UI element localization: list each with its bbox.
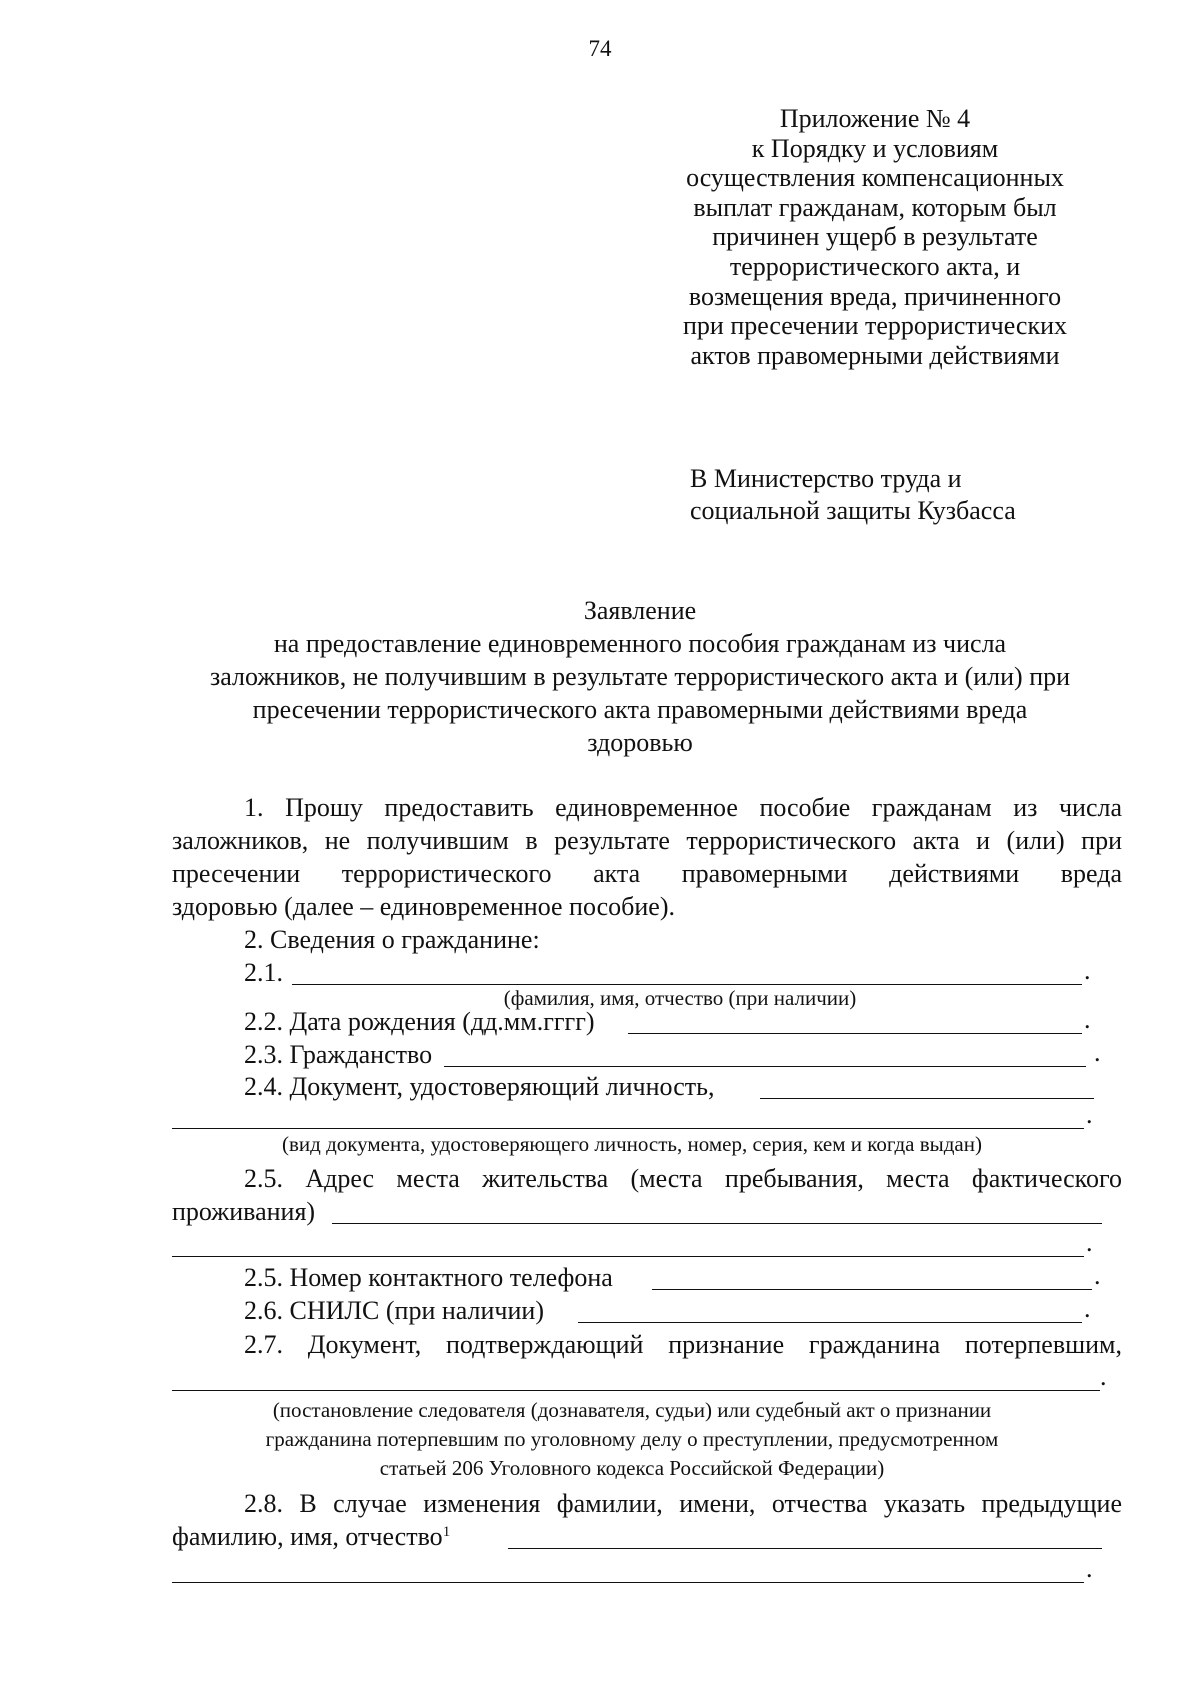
section-2-label: 2. Сведения о гражданине:: [244, 925, 540, 954]
period: .: [1094, 1038, 1101, 1067]
field-2-4-line-a[interactable]: [760, 1098, 1094, 1099]
field-2-5-phone-line[interactable]: [652, 1289, 1092, 1290]
period: .: [1086, 1554, 1093, 1583]
field-2-1-line[interactable]: [292, 984, 1082, 985]
section-2-heading: [172, 923, 1122, 956]
appendix-line: Приложение № 4: [779, 104, 971, 133]
field-2-8-label-line1: 2.8. В случае изменения фамилии, имени, отчества указать предыдущие: [244, 1489, 1122, 1518]
field-2-7: [172, 1328, 1122, 1361]
field-2-2-line[interactable]: [628, 1033, 1082, 1034]
addressee-line: социальной защиты Кузбасса: [690, 496, 1016, 525]
appendix-line: террористического акта, и: [729, 251, 1021, 281]
field-2-5-phone-label: 2.5. Номер контактного телефона: [244, 1263, 613, 1292]
paragraph-1: [172, 791, 1122, 923]
field-2-5-address-line1: 2.5. Адрес места жительства (места пребывания, места фактического: [244, 1164, 1122, 1193]
field-2-4-caption: (вид документа, удостоверяющего личность, номер, серия, кем и когда выдан): [281, 1132, 982, 1156]
field-2-6-label: 2.6. СНИЛС (при наличии): [244, 1296, 544, 1325]
appendix-line: выплат гражданам, которым был: [693, 192, 1057, 222]
addressee: [690, 463, 1016, 527]
p1-line: 1. Прошу предоставить единовременное пособие гражданам из числа: [244, 793, 1122, 822]
field-2-7-caption-line: (постановление следователя (дознавателя, судьи) или судебный акт о признании: [272, 1398, 992, 1422]
period: .: [1100, 1362, 1107, 1391]
field-2-8-label-line2: [172, 1520, 450, 1553]
period: .: [1084, 956, 1091, 985]
page-number: 74: [588, 36, 612, 61]
addressee-line: В Министерство труда и: [690, 464, 962, 493]
period: .: [1084, 1294, 1091, 1323]
p1-line: пресечении террористического акта правомерными действиями вреда: [172, 859, 1122, 888]
field-2-7-caption: [172, 1396, 1092, 1483]
p1-line: здоровью (далее – единовременное пособие).: [172, 892, 675, 921]
document-title: [160, 594, 1120, 759]
appendix-header: [640, 104, 1110, 370]
field-2-7-caption-line: статьей 206 Уголовного кодекса Российской Федерации): [379, 1456, 885, 1480]
period: .: [1086, 1100, 1093, 1129]
period: .: [1084, 1005, 1091, 1034]
title-line: здоровью: [587, 728, 693, 757]
appendix-line: осуществления компенсационных: [686, 163, 1064, 193]
field-2-3-label: 2.3. Гражданство: [244, 1040, 433, 1069]
appendix-line: при пресечении террористических: [682, 311, 1068, 341]
appendix-line: причинен ущерб в результате: [712, 222, 1038, 252]
field-2-5-address: [172, 1162, 1122, 1195]
period: .: [1086, 1228, 1093, 1257]
field-2-3-line[interactable]: [444, 1066, 1086, 1067]
title-line: заложников, не получившим в результате террористического акта и (или) при: [209, 662, 1071, 691]
p1-line: заложников, не получившим в результате террористического акта и (или) при: [172, 826, 1122, 855]
title-line: на предоставление единовременного пособия гражданам из числа: [273, 629, 1007, 658]
field-2-5-address-line2: проживания): [172, 1197, 316, 1226]
footnote-marker: 1: [442, 1524, 451, 1540]
field-2-1-label: 2.1.: [244, 958, 283, 987]
field-2-7-caption-line: гражданина потерпевшим по уголовному делу о преступлении, предусмотренном: [265, 1427, 999, 1451]
title-line: пресечении террористического акта правомерными действиями вреда: [252, 695, 1028, 724]
appendix-line: к Порядку и условиям: [751, 133, 999, 163]
field-2-7-label: 2.7. Документ, подтверждающий признание гражданина потерпевшим,: [244, 1330, 1122, 1359]
field-2-8-line-b[interactable]: [172, 1582, 1084, 1583]
appendix-line: актов правомерными действиями: [690, 340, 1060, 370]
field-2-5-address-line-a[interactable]: [332, 1223, 1102, 1224]
field-2-8: [172, 1487, 1122, 1520]
field-2-8-label-text: фамилию, имя, отчество: [172, 1522, 443, 1551]
field-2-4-line-b[interactable]: [172, 1128, 1084, 1129]
appendix-line: возмещения вреда, причиненного: [688, 281, 1062, 311]
field-2-6-line[interactable]: [578, 1322, 1082, 1323]
field-2-5-address-line-b[interactable]: [172, 1256, 1084, 1257]
field-2-8-line-a[interactable]: [508, 1548, 1102, 1549]
field-2-2-label: 2.2. Дата рождения (дд.мм.гггг): [244, 1007, 595, 1036]
period: .: [1094, 1261, 1101, 1290]
field-2-4-label: 2.4. Документ, удостоверяющий личность,: [244, 1072, 715, 1101]
field-2-1-caption: (фамилия, имя, отчество (при наличии): [503, 986, 857, 1010]
title-heading: Заявление: [583, 596, 697, 625]
field-2-7-line[interactable]: [172, 1390, 1100, 1391]
